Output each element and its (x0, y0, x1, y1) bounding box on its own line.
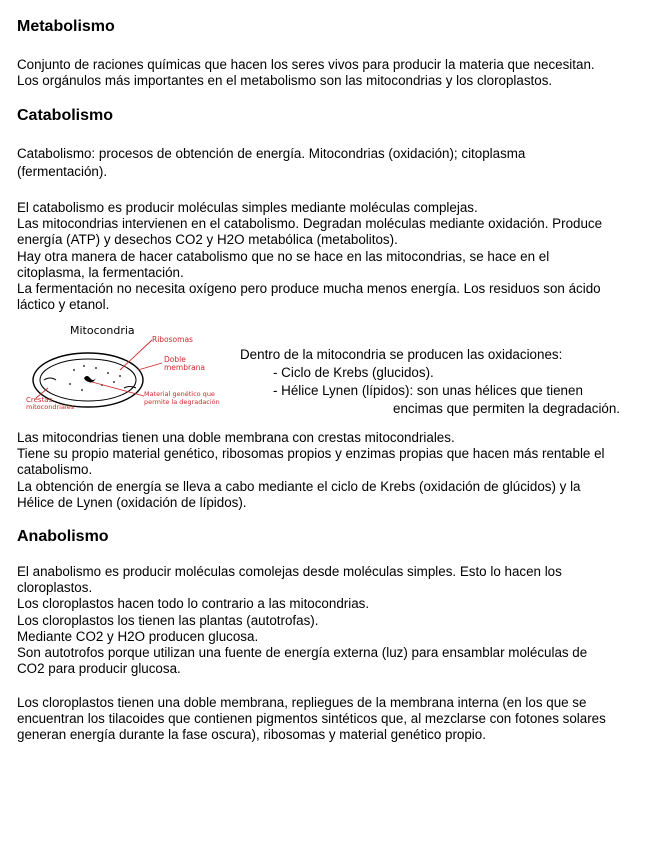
oxidation-block (240, 346, 620, 418)
text-line: Los cloroplastos los tienen las plantas (autotrofas). (17, 612, 319, 628)
text-line: Los cloroplastos hacen todo lo contrario a las mitocondrias. (17, 596, 370, 612)
text-line: El catabolismo es producir moléculas simples mediante moléculas complejas. (17, 200, 478, 215)
text-line: Son autotrofos porque utilizan una fuente de energía externa (luz) para ensamblar moléculas de (17, 645, 588, 661)
text-line: El anabolismo es producir moléculas comolejas desde moléculas simples. Esto lo hacen los (17, 564, 562, 579)
heading-catabolismo: Catabolismo (17, 107, 114, 124)
cloroplastos-paragraph (17, 695, 637, 744)
text-line: cloroplastos. (17, 580, 93, 596)
label-degradacion: permite la degradación (144, 398, 220, 406)
text-line: Mediante CO2 y H2O producen glucosa. (17, 628, 259, 644)
text-line: Hélice de Lynen (oxidación de lípidos). (17, 494, 247, 510)
oxidation-item-krebs: - Ciclo de Krebs (glucidos). (273, 365, 434, 380)
text-line: CO2 para producir glucosa. (17, 661, 181, 677)
text-line: energía (ATP) y desechos CO2 y H2O metabólica (metabolitos). (17, 232, 398, 248)
text-line: Los cloroplastos tienen una doble membrana, repliegues de la membrana interna (en los que se (17, 695, 587, 710)
text-line: Tiene su propio material genético, ribosomas propios y enzimas propias que hacen más rentable el (17, 446, 605, 462)
label-membrana: membrana (164, 363, 206, 372)
mitocondria-paragraph (17, 430, 637, 511)
oxidation-item-lynen-cont: encimas que permiten la degradación. (393, 401, 621, 416)
text-line: encuentran los tilacoides que contienen pigmentos sintéticos que, al mezclarse con fotones solares (17, 711, 606, 727)
label-mitocondriales: mitocondriales (26, 403, 75, 411)
heading-anabolismo: Anabolismo (17, 528, 109, 545)
text-line: Catabolismo: procesos de obtención de energía. Mitocondrias (oxidación); citoplasma (17, 146, 526, 161)
label-crestas: Crestas (26, 396, 53, 404)
text-line: Hay otra manera de hacer catabolismo que no se hace en las mitocondrias, se hace en el (17, 248, 550, 264)
text-line: Los orgánulos más importantes en el metabolismo son las mitocondrias y los cloroplastos. (17, 73, 553, 89)
oxidation-intro: Dentro de la mitocondria se producen las oxidaciones: (240, 347, 563, 362)
label-material-genetico: Material genético que (144, 390, 215, 398)
mitocondria-sketch (24, 318, 229, 418)
metabolismo-paragraph (17, 57, 637, 89)
text-line: citoplasma, la fermentación. (17, 264, 184, 280)
text-line: La fermentación no necesita oxígeno pero produce mucha menos energía. Los residuos son ácido (17, 281, 601, 297)
catabolismo-definition (17, 145, 637, 181)
sketch-title: Mitocondria (70, 324, 135, 337)
text-line: catabolismo. (17, 462, 93, 478)
label-ribosomas: Ribosomas (152, 335, 193, 344)
text-line: Conjunto de raciones químicas que hacen los seres vivos para producir la materia que necesitan. (17, 57, 595, 72)
anabolismo-paragraph (17, 564, 637, 677)
text-line: láctico y etanol. (17, 297, 110, 313)
text-line: Las mitocondrias tienen una doble membrana con crestas mitocondriales. (17, 430, 455, 445)
genetic-material-shape (84, 376, 96, 383)
catabolismo-paragraph (17, 200, 637, 313)
text-line: Las mitocondrias intervienen en el catabolismo. Degradan moléculas mediante oxidación. Produce (17, 216, 603, 232)
ribosome-dots (69, 365, 121, 391)
label-doble: Doble (164, 355, 186, 364)
text-line: (fermentación). (17, 164, 108, 179)
heading-metabolismo: Metabolismo (17, 18, 115, 35)
oxidation-item-lynen: - Hélice Lynen (lípidos): son unas hélices que tienen (273, 383, 583, 398)
text-line: generan energía durante la fase oscura), ribosomas y material genético propio. (17, 727, 486, 743)
text-line: La obtención de energía se lleva a cabo mediante el ciclo de Krebs (oxidación de glúcidos) y la (17, 478, 581, 494)
